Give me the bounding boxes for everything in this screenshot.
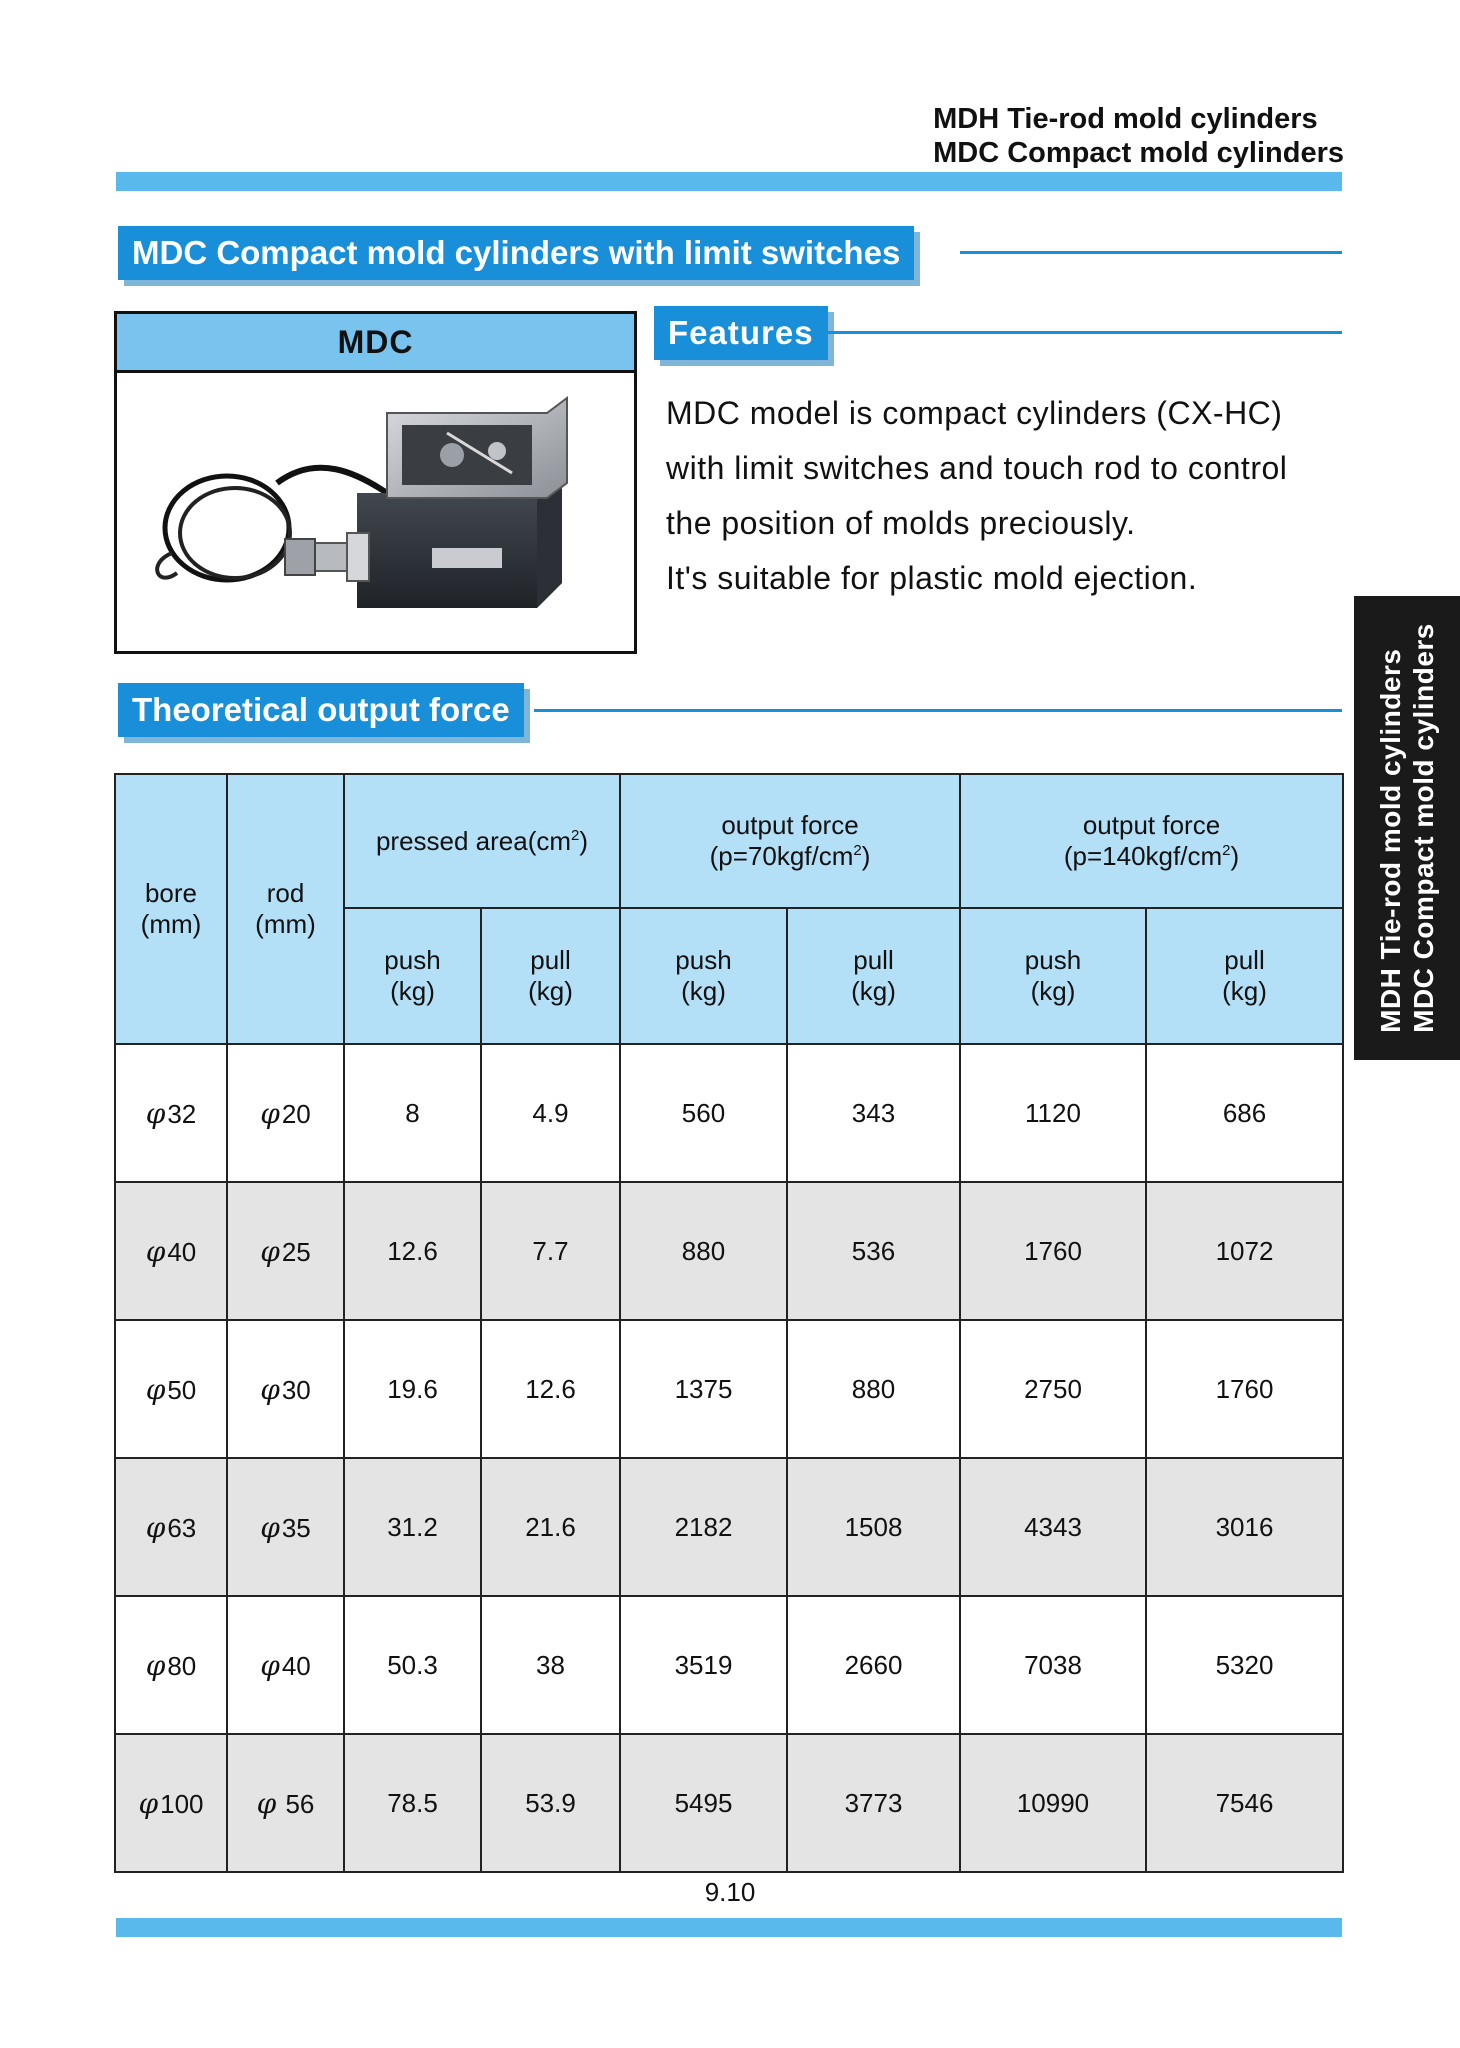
- feature-line: MDC model is compact cylinders (CX-HC): [666, 395, 1283, 431]
- page-number: 9.10: [704, 1877, 756, 1907]
- features-title-rule: [824, 331, 1342, 334]
- col-output140-header: output force $(p=140kgf/cm^2)$: [960, 774, 1343, 908]
- col-bore-header: bore (mm): [115, 774, 227, 1044]
- feature-line: with limit switches and touch rod to control: [666, 450, 1288, 486]
- feature-line: the position of molds preciously.: [666, 505, 1136, 541]
- side-chapter-tab: [1354, 596, 1460, 1060]
- table-row: φ80 φ40 50.3 38 3519 2660 7038 5320: [115, 1596, 1343, 1734]
- feature-line: It's suitable for plastic mold ejection.: [666, 560, 1198, 596]
- table-row: φ100 φ 56 78.5 53.9 5495 3773 10990 7546: [115, 1734, 1343, 1872]
- col-output70-header: output force $(p=70kgf/cm^2)$: [620, 774, 960, 908]
- subcol-f140-pull: pull (kg): [1146, 908, 1343, 1044]
- section-title-main-rule: [960, 251, 1342, 254]
- top-accent-bar: [116, 172, 1342, 191]
- output-force-table: [114, 773, 1344, 1873]
- table-row: φ63 φ35 31.2 21.6 2182 1508 4343 3016: [115, 1458, 1343, 1596]
- page-header: [933, 102, 1344, 170]
- section-title-main: MDC Compact mold cylinders with limit switches: [118, 226, 914, 280]
- subcol-f140-push: push (kg): [960, 908, 1146, 1044]
- subcol-f70-push: push (kg): [620, 908, 787, 1044]
- table-row: φ40 φ25 12.6 7.7 880 536 1760 1072: [115, 1182, 1343, 1320]
- subcol-area-pull: pull (kg): [481, 908, 620, 1044]
- subcol-f70-pull: pull (kg): [787, 908, 960, 1044]
- header-line-2: MDC Compact mold cylinders: [933, 137, 1344, 169]
- table-row: φ50 φ30 19.6 12.6 1375 880 2750 1760: [115, 1320, 1343, 1458]
- subcol-area-push: push (kg): [344, 908, 481, 1044]
- header-line-1: MDH Tie-rod mold cylinders: [933, 103, 1318, 135]
- product-photo: [117, 373, 634, 651]
- side-tab-line-1: MDH Tie-rod mold cylinders: [1375, 648, 1406, 1033]
- side-tab-line-2: MDC Compact mold cylinders: [1408, 623, 1439, 1033]
- col-rod-header: rod (mm): [227, 774, 344, 1044]
- cylinder-photo-icon: [117, 373, 634, 651]
- section-title-force: Theoretical output force: [118, 683, 524, 737]
- features-text: [666, 386, 1386, 606]
- section-title-force-rule: [534, 709, 1342, 712]
- product-label: MDC: [117, 314, 634, 373]
- features-title: Features: [654, 306, 828, 360]
- table-row: φ32 φ20 8 4.9 560 343 1120 686: [115, 1044, 1343, 1182]
- col-pressed-area-header: pressed $area(cm^2)$: [344, 774, 620, 908]
- product-box: [114, 311, 637, 654]
- bottom-accent-bar: [116, 1918, 1342, 1937]
